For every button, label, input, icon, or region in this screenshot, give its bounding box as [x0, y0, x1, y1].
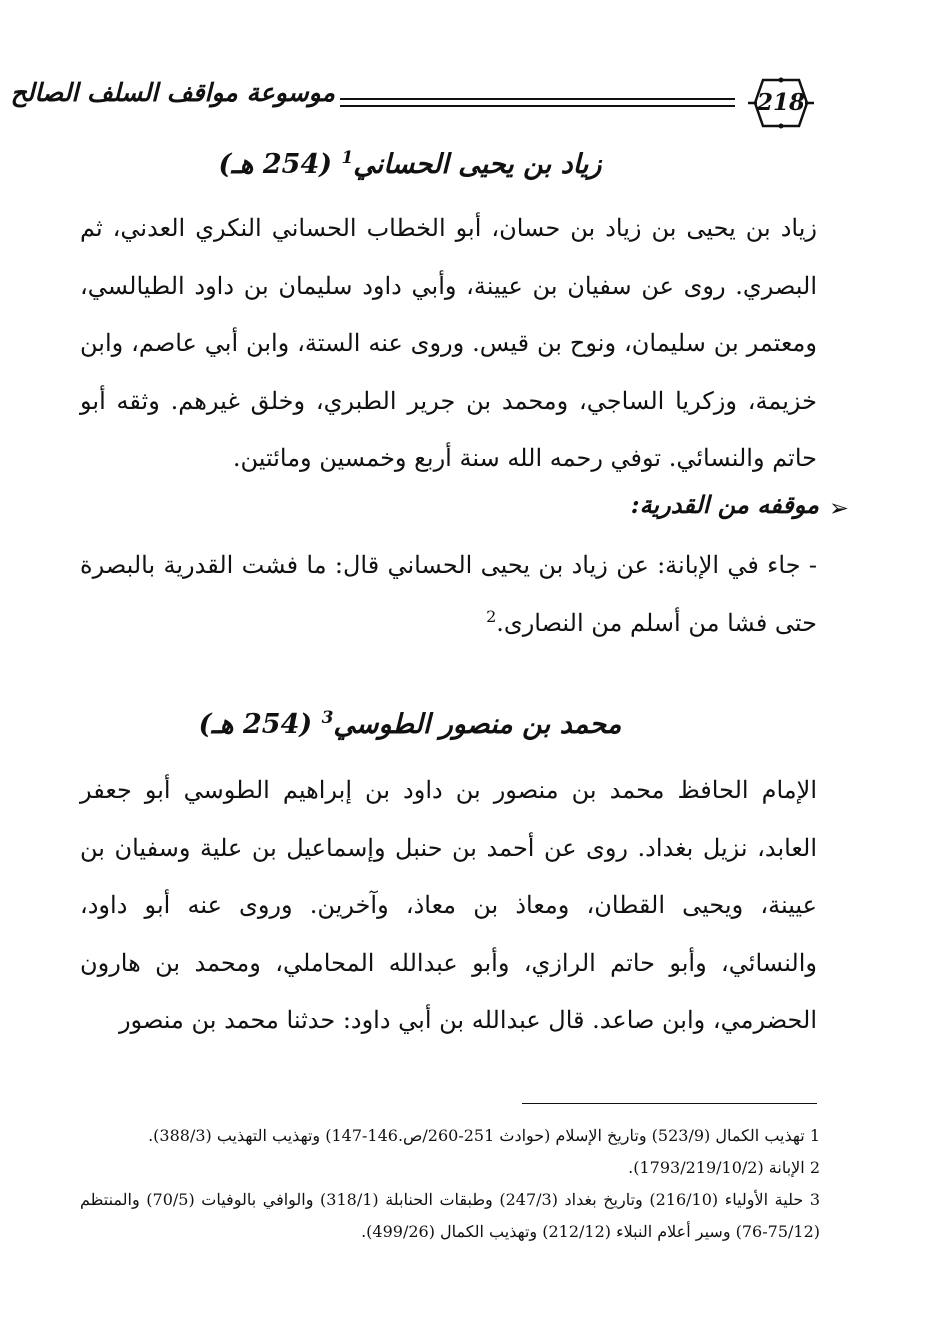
header-rule-bottom: [340, 105, 735, 107]
section-heading-ziyad: [180, 148, 640, 180]
header-rule-top: [340, 98, 735, 100]
page-number: 218: [756, 89, 805, 116]
footnote-ref: 2: [486, 606, 497, 626]
footnote-ref: 1: [341, 148, 354, 168]
footnotes: [80, 1120, 820, 1248]
arrow-bullet-icon: ➢: [828, 494, 849, 522]
footnote-item: 1 تهذيب الكمال (523/9) وتاريخ الإسلام (حوادث 251-260/ص.146-147) وتهذيب التهذيب (388/3).: [148, 1126, 820, 1145]
page-number-badge: [745, 72, 817, 134]
series-title: موسوعة مواقف السلف الصالح: [10, 78, 335, 107]
quote-paragraph: [80, 537, 817, 652]
footnote-ref: 3: [321, 708, 334, 728]
footnote-separator: [522, 1103, 817, 1104]
footnote-item: 2 الإبانة (1793/219/10/2).: [628, 1158, 820, 1177]
heading-name: محمد بن منصور الطوسي: [333, 709, 622, 740]
heading-year: (254 هـ): [198, 709, 313, 740]
biography-ziyad: زياد بن يحيى بن زياد بن حسان، أبو الخطاب الحساني النكري العدني، ثم البصري. روى عن سفيان بن عيينة، وأبي داود سليمان بن داود الطيالسي، ومعتمر بن سليمان، ونوح بن قيس. وروى عنه الستة، وابن أبي عاصم، وابن خزيمة، وزكريا الساجي، ومحمد بن جرير الطبري، وخلق غيرهم. وثقه أبو حاتم والنسائي. توفي رحمه الله سنة أربع وخمسين ومائتين.: [80, 214, 817, 472]
position-heading: موقفه من القدرية:: [630, 490, 819, 519]
heading-year: (254 هـ): [218, 149, 333, 180]
biography-tusi: الإمام الحافظ محمد بن منصور بن داود بن إبراهيم الطوسي أبو جعفر العابد، نزيل بغداد. روى عن أحمد بن حنبل وإسماعيل بن علية وسفيان بن عيينة، ويحيى القطان، ومعاذ بن معاذ، وآخرين. وروى عنه أبو داود، والنسائي، وأبو حاتم الرازي، وأبو عبدالله المحاملي، ومحمد بن هارون الحضرمي، وابن صاعد. قال عبدالله بن أبي داود: حدثنا محمد بن منصور: [80, 776, 817, 1034]
section-heading-tusi: [180, 708, 640, 740]
quote-text: - جاء في الإبانة: عن زياد بن يحيى الحساني قال: ما فشت القدرية بالبصرة حتى فشا من أسلم من النصارى.: [80, 551, 817, 637]
page-header: [10, 72, 825, 142]
footnote-item: 3 حلية الأولياء (216/10) وتاريخ بغداد (247/3) وطبقات الحنابلة (318/1) والوافي بالوفيات (70/5) والمنتظم (75/12-76) وسير أعلام النبلاء (212/12) وتهذيب الكمال (499/26).: [80, 1190, 821, 1241]
heading-name: زياد بن يحيى الحساني: [353, 149, 602, 180]
